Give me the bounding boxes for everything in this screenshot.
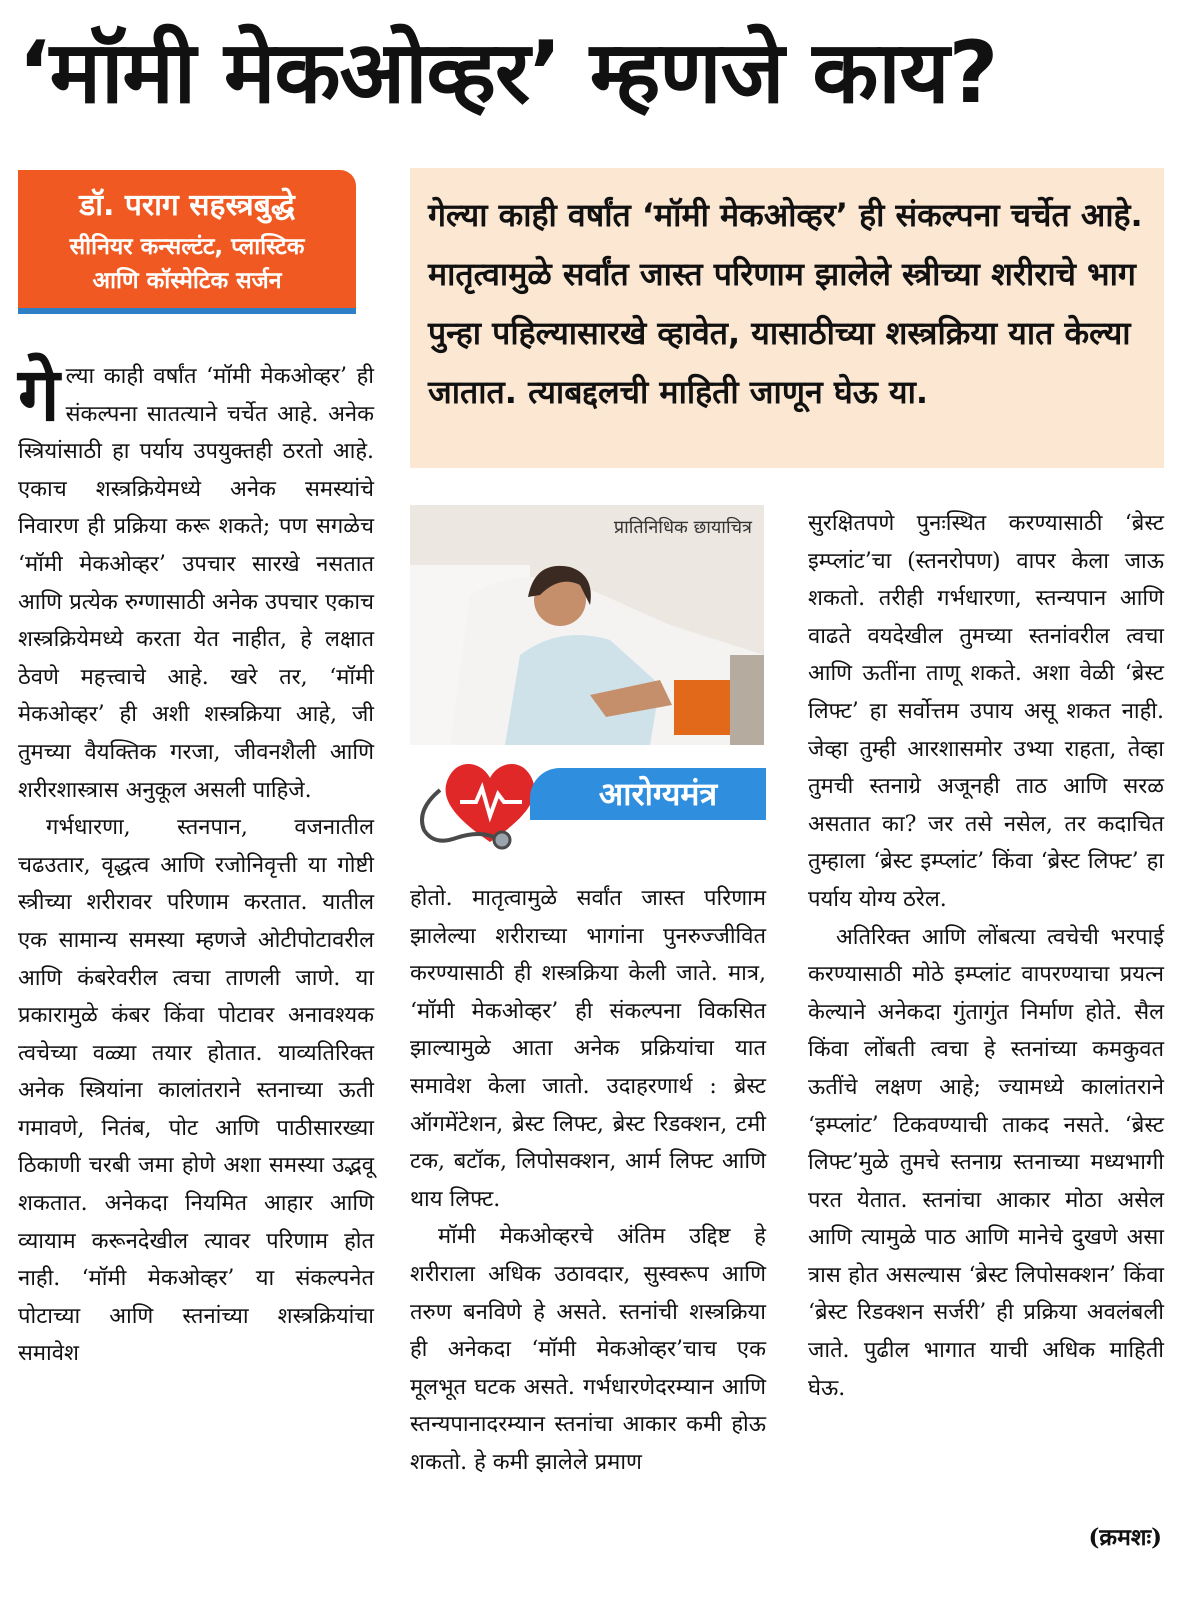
body-column-3: [808, 505, 1164, 1407]
author-role-line2: आणि कॉस्मेटिक सर्जन: [92, 268, 282, 294]
col3-paragraph-2: अतिरिक्त आणि लोंबत्या त्वचेची भरपाई करण्यासाठी मोठे इम्प्लांट वापरण्याचा प्रयत्न केल्याने अनेकदा गुंतागुंत निर्माण होते. सैल किंवा लोंबती त्वचा हे स्तनांच्या कमकुवत ऊतींचे लक्षण आहे; ज्यामध्ये कालांतराने ‘इम्प्लांट’ टिकवण्याची ताकद नसते. ‘ब्रेस्ट लिफ्ट’मुळे तुमचे स्तनाग्र स्तनाच्या मध्यभागी परत येतात. स्तनांचा आकार मोठा असेल आणि त्यामुळे पाठ आणि मानेचे दुखणे असा त्रास होत असल्यास ‘ब्रेस्ट लिपोसक्शन’ किंवा ‘ब्रेस्ट रिडक्शन सर्जरी’ ही प्रक्रिया अवलंबली जाते. पुढील भागात याची अधिक माहिती घेऊ.: [808, 924, 1164, 1401]
intro-box: गेल्या काही वर्षांत ‘मॉमी मेकओव्हर’ ही संकल्पना चर्चेत आहे. मातृत्वामुळे सर्वांत जास्त परिणाम झालेले स्त्रीच्या शरीराचे भाग पुन्हा पहिल्यासारखे व्हावेत, यासाठीच्या शस्त्रक्रिया यात केल्या जातात. त्याबद्दलची माहिती जाणून घेऊ या.: [410, 168, 1164, 468]
column-brand-label: आरोग्यमंत्र: [598, 775, 718, 813]
col3-paragraph-1: सुरक्षितपणे पुनःस्थित करण्यासाठी ‘ब्रेस्ट इम्प्लांट’चा (स्तनरोपण) वापर केला जाऊ शकतो. तरीही गर्भधारणा, स्तन्यपान आणि वाढते वयदेखील तुमच्या स्तनांवरील त्वचा आणि ऊतींना ताणू शकते. अशा वेळी ‘ब्रेस्ट लिफ्ट’ हा सर्वोत्तम उपाय असू शकत नाही. जेव्हा तुम्ही आरशासमोर उभ्या राहता, तेव्हा तुमची स्तनाग्रे अजूनही ताठ आणि सरळ असतात का? जर तसे नसेल, तर कदाचित तुम्हाला ‘ब्रेस्ट इम्प्लांट’ किंवा ‘ब्रेस्ट लिफ्ट’ हा पर्याय योग्य ठरेल.: [808, 511, 1164, 912]
col1-paragraph-1: [18, 352, 374, 809]
author-role-line1: सीनियर कन्सल्टंट, प्लास्टिक: [69, 234, 305, 260]
body-column-2: [410, 880, 766, 1482]
article-photo: [410, 505, 764, 745]
col2-paragraph-1: होतो. मातृत्वामुळे सर्वांत जास्त परिणाम झालेल्या शरीराच्या भागांना पुनरुज्जीवित करण्यासाठी ही शस्त्रक्रिया केली जाते. मात्र, ‘मॉमी मेकओव्हर’ ही संकल्पना विकसित झाल्यामुळे आता अनेक प्रक्रियांचा यात समावेश केला जातो. उदाहरणार्थ : ब्रेस्ट ऑगमेंटेशन, ब्रेस्ट लिफ्ट, ब्रेस्ट रिडक्शन, टमी टक, बटॉक, लिपोसक्शन, आर्म लिफ्ट आणि थाय लिफ्ट.: [410, 886, 766, 1212]
col1-paragraph-2: गर्भधारणा, स्तनपान, वजनातील चढउतार, वृद्धत्व आणि रजोनिवृत्ती या गोष्टी स्त्रीच्या शरीरावर परिणाम करतात. यातील एक सामान्य समस्या म्हणजे ओटीपोटावरील आणि कंबरेवरील त्वचा ताणली जाणे. या प्रकारामुळे कंबर किंवा पोटावर अनावश्यक त्वचेच्या वळ्या तयार होतात. याव्यतिरिक्त अनेक स्त्रियांना कालांतराने स्तनाच्या ऊती गमावणे, नितंब, पोट आणि पाठीसारख्या ठिकाणी चरबी जमा होणे अशा समस्या उद्भवू शकतात. अनेकदा नियमित आहार आणि व्यायाम करूनदेखील त्यावर परिणाम होत नाही. ‘मॉमी मेकओव्हर’ या संकल्पनेत पोटाच्या आणि स्तनांच्या शस्त्रक्रियांचा समावेश: [18, 815, 374, 1367]
photo-caption: प्रातिनिधिक छायाचित्र: [613, 517, 752, 538]
body-column-1: [18, 352, 374, 1373]
author-name: डॉ. पराग सहस्त्रबुद्धे: [79, 188, 295, 223]
col2-paragraph-2: मॉमी मेकओव्हरचे अंतिम उद्दिष्ट हे शरीराला अधिक उठावदार, सुस्वरूप आणि तरुण बनविणे हे असते. स्तनांची शस्त्रक्रिया ही अनेकदा ‘मॉमी मेकओव्हर’चाच एक मूलभूत घटक असते. गर्भधारणेदरम्यान आणि स्तन्यपानादरम्यान स्तनांचा आकार कमी होऊ शकतो. हे कमी झालेले प्रमाण: [410, 1224, 766, 1475]
heart-stethoscope-icon: [410, 750, 550, 850]
column-brand: [410, 750, 766, 850]
headline: ‘मॉमी मेकओव्हर’ म्हणजे काय?: [18, 23, 998, 123]
continued-label: (क्रमशः): [1088, 1524, 1162, 1551]
photo-illustration: [410, 505, 764, 745]
column-brand-bar: [530, 768, 766, 820]
author-box: [18, 170, 356, 314]
col1-paragraph-1-text: ल्या काही वर्षांत ‘मॉमी मेकओव्हर’ ही संकल्पना सातत्याने चर्चेत आहे. अनेक स्त्रियांसाठी हा पर्याय उपयुक्तही ठरतो आहे. एकाच शस्त्रक्रियेमध्ये अनेक समस्यांचे निवारण ही प्रक्रिया करू शकते; पण सगळेच ‘मॉमी मेकओव्हर’ उपचार सारखे नसतात आणि प्रत्येक रुग्णासाठी अनेक उपचार एकाच शस्त्रक्रियेमध्ये करता येत नाहीत, हे लक्षात ठेवणे महत्त्वाचे आहे. खरे तर, ‘मॉमी मेकओव्हर’ ही अशी शस्त्रक्रिया आहे, जी तुमच्या वैयक्तिक गरजा, जीवनशैली आणि शरीरशास्त्रास अनुकूल असली पाहिजे.: [18, 364, 374, 803]
dropcap: गे: [18, 352, 60, 438]
